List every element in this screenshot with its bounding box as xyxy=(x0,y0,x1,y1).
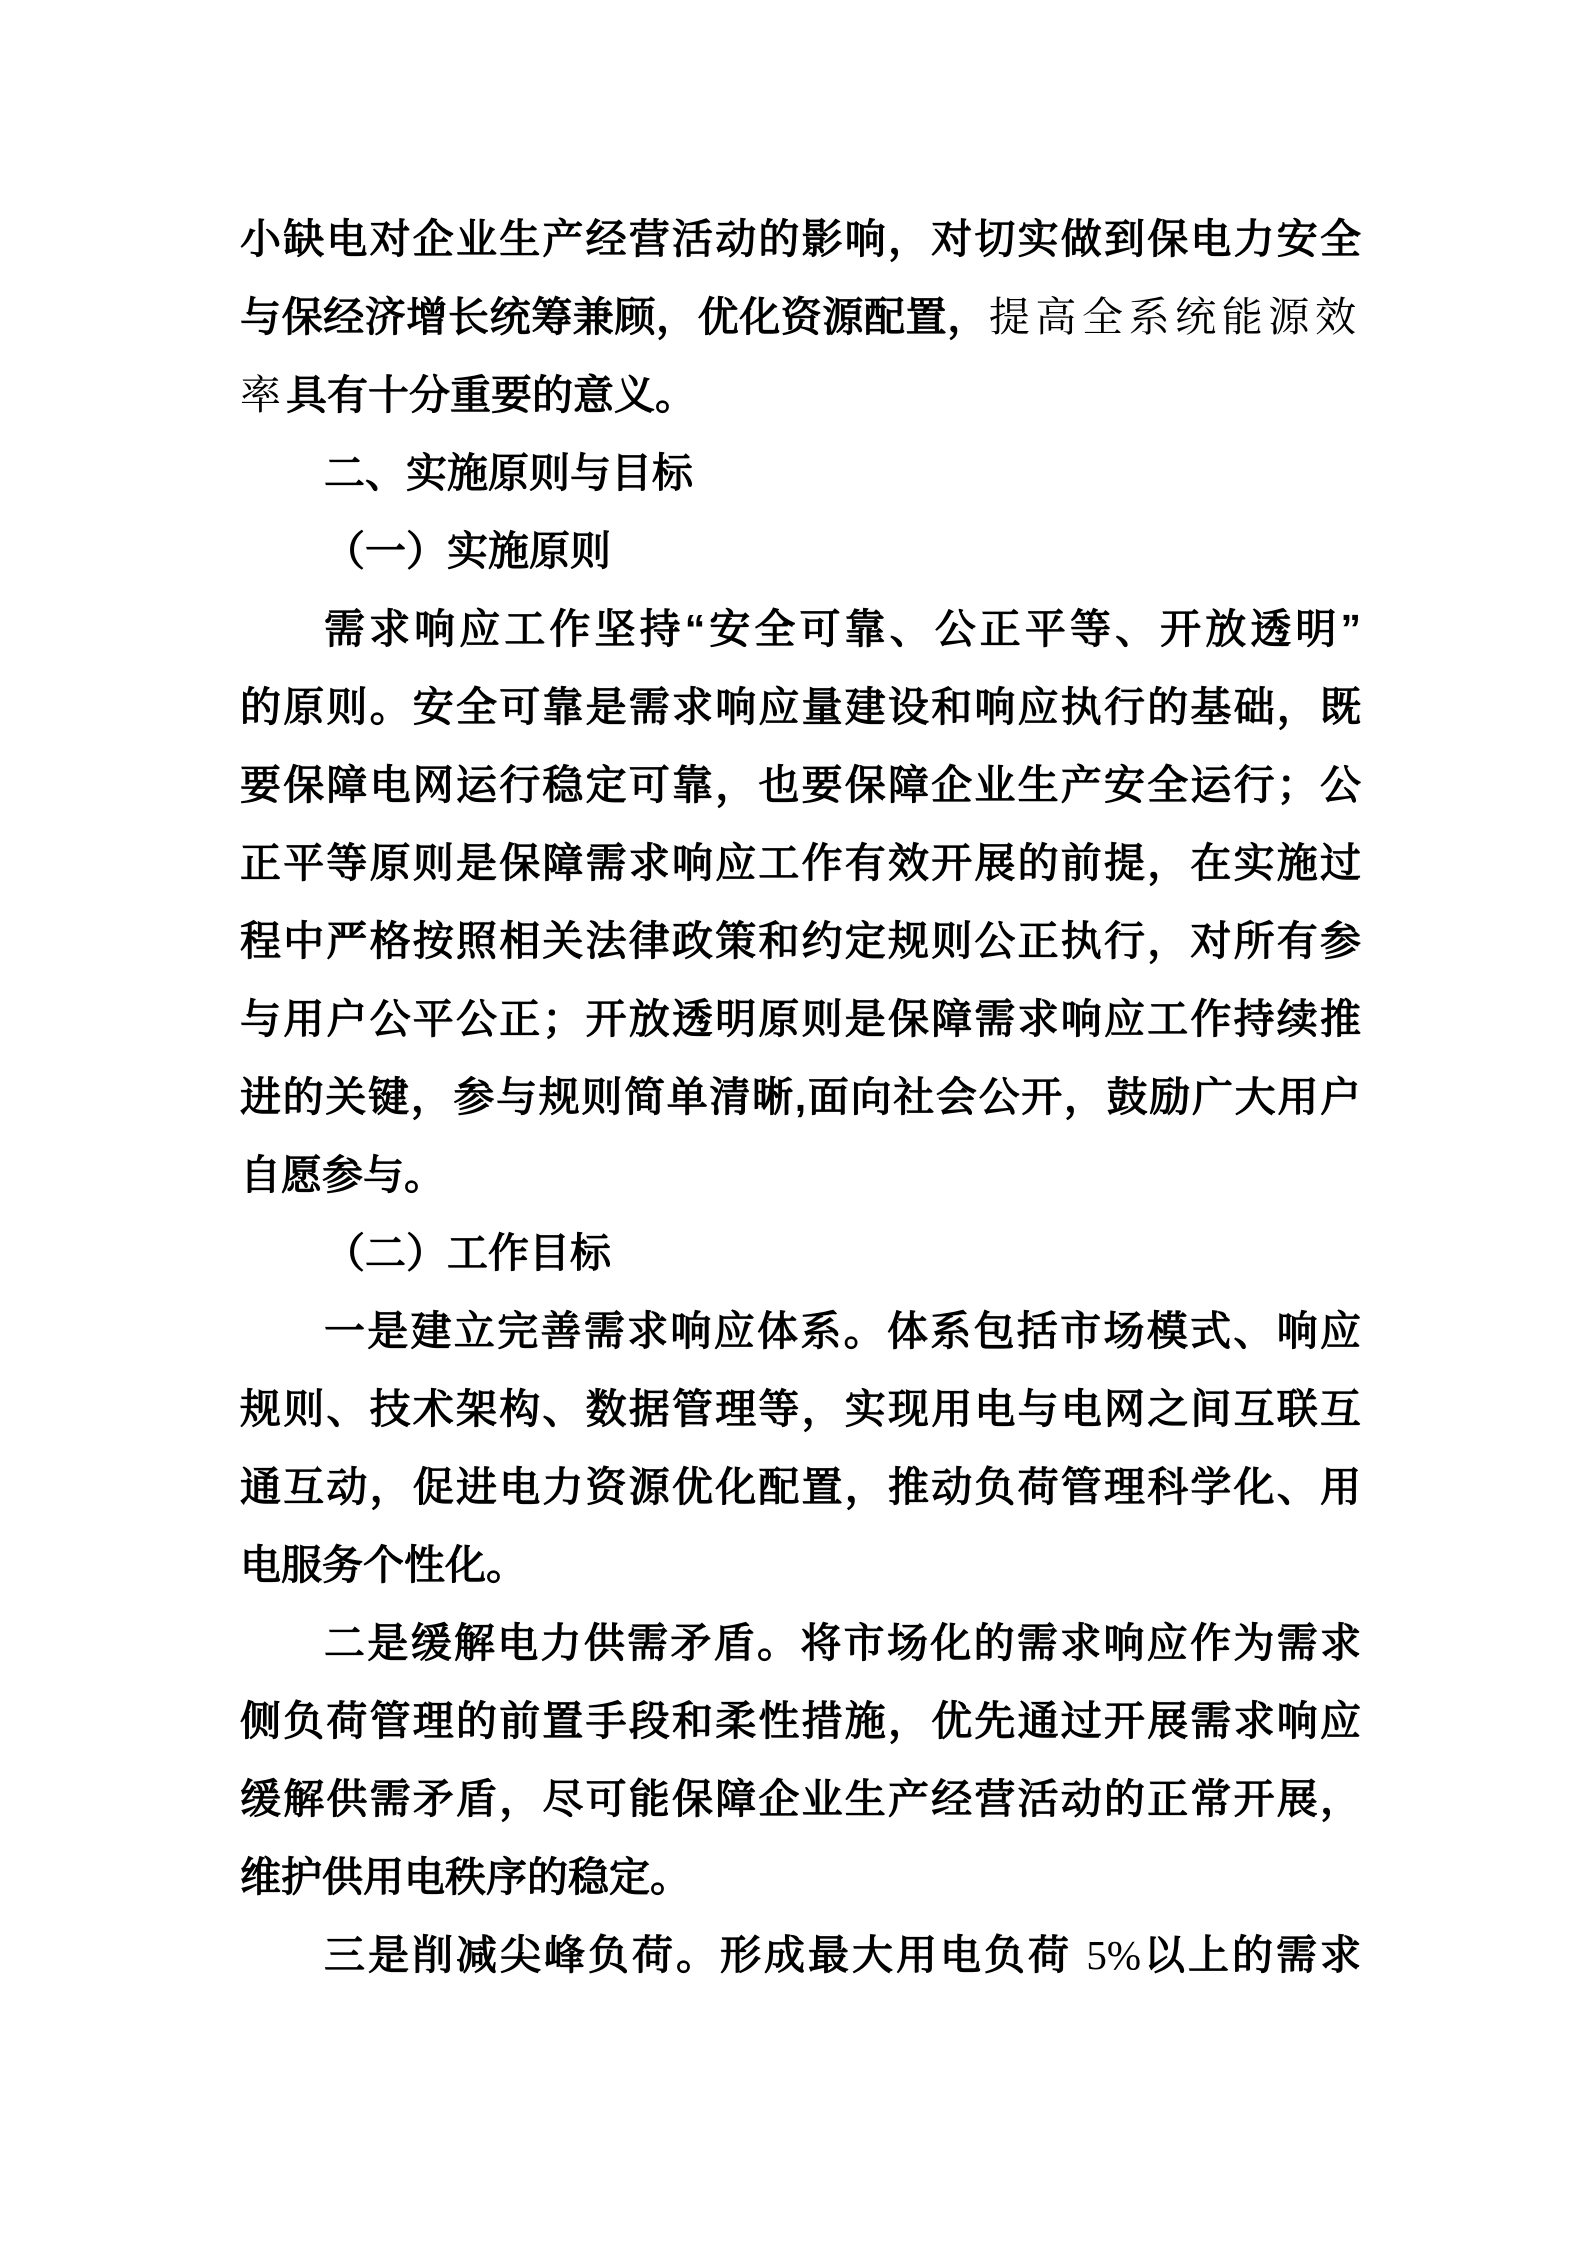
text-line xyxy=(240,1682,1361,1760)
text-segment: 电服务个性化。 xyxy=(240,1542,527,1588)
text-segment: 具有十分重要的意义。 xyxy=(286,372,696,418)
text-line xyxy=(240,1526,1361,1604)
text-line xyxy=(240,1136,1361,1214)
text-segment: （二）工作目标 xyxy=(324,1230,611,1276)
text-line xyxy=(240,1760,1361,1838)
text-segment: 提高全系统能源效 xyxy=(988,293,1362,341)
text-line xyxy=(240,1058,1361,1136)
text-line xyxy=(240,590,1361,668)
text-segment: 程中严格按照相关法律政策和约定规则公正执行，对所有参 xyxy=(240,918,1361,964)
text-segment: 侧负荷管理的前置手段和柔性措施，优先通过开展需求响应 xyxy=(240,1698,1361,1744)
text-line xyxy=(240,824,1361,902)
text-line xyxy=(240,1448,1361,1526)
text-line xyxy=(240,356,1361,434)
text-line xyxy=(240,1838,1361,1916)
text-line xyxy=(240,1604,1361,1682)
text-segment: （一）实施原则 xyxy=(324,528,611,574)
text-line xyxy=(240,512,1361,590)
text-segment: 正平等原则是保障需求响应工作有效开展的前提，在实施过 xyxy=(240,840,1361,886)
text-segment: 以上的需求 xyxy=(1141,1932,1362,1978)
text-segment: 通互动，促进电力资源优化配置，推动负荷管理科学化、用 xyxy=(240,1464,1361,1510)
text-segment: 规则、技术架构、数据管理等，实现用电与电网之间互联互 xyxy=(240,1386,1361,1432)
text-segment: 小缺电对企业生产经营活动的影响，对切实做到保电力安全 xyxy=(240,216,1361,262)
text-segment: 要保障电网运行稳定可靠，也要保障企业生产安全运行；公 xyxy=(240,762,1361,808)
text-segment: 一是建立完善需求响应体系。体系包括市场模式、响应 xyxy=(324,1308,1361,1354)
text-segment: 需求响应工作坚持“安全可靠、公正平等、开放透明” xyxy=(324,606,1361,652)
text-block xyxy=(240,200,1361,1994)
text-line xyxy=(240,278,1361,356)
text-segment: 进的关键，参与规则简单清晰,面向社会公开，鼓励广大用户 xyxy=(240,1074,1361,1120)
text-segment: 5% xyxy=(1086,1932,1142,1978)
text-segment: 与用户公平公正；开放透明原则是保障需求响应工作持续推 xyxy=(240,996,1361,1042)
text-segment: 二、实施原则与目标 xyxy=(324,450,693,496)
text-line xyxy=(240,1916,1361,1994)
text-segment: 的原则。安全可靠是需求响应量建设和响应执行的基础，既 xyxy=(240,684,1361,730)
text-segment: 缓解供需矛盾，尽可能保障企业生产经营活动的正常开展， xyxy=(240,1776,1361,1822)
text-line xyxy=(240,1292,1361,1370)
text-line xyxy=(240,1370,1361,1448)
text-segment: 率 xyxy=(240,371,286,419)
text-segment: 二是缓解电力供需矛盾。将市场化的需求响应作为需求 xyxy=(324,1620,1361,1666)
text-line xyxy=(240,200,1361,278)
text-line xyxy=(240,980,1361,1058)
text-line xyxy=(240,1214,1361,1292)
text-segment: 自愿参与。 xyxy=(240,1152,445,1198)
text-line xyxy=(240,668,1361,746)
text-line xyxy=(240,902,1361,980)
text-segment: 维护供用电秩序的稳定。 xyxy=(240,1854,691,1900)
text-line xyxy=(240,434,1361,512)
text-line xyxy=(240,746,1361,824)
text-segment: 与保经济增长统筹兼顾，优化资源配置， xyxy=(240,294,989,340)
text-segment: 三是削减尖峰负荷。形成最大用电负荷 xyxy=(324,1932,1087,1978)
